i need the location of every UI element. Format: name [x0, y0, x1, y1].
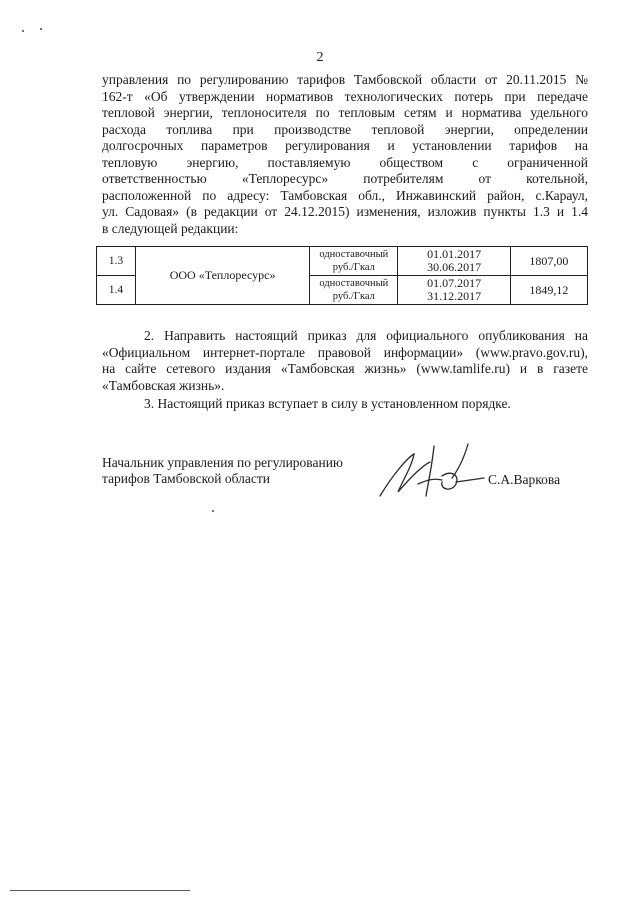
- tariff-unit: руб./Гкал: [332, 262, 375, 273]
- row-number: 1.3: [97, 247, 136, 276]
- tariff-type-cell: [310, 247, 398, 276]
- scan-speck: [212, 510, 214, 512]
- item-3-paragraph: [102, 396, 588, 413]
- intro-line: ответственностью «Теплоресурс» потребителям от котельной,: [102, 171, 588, 186]
- tariff-unit: руб./Гкал: [332, 291, 375, 302]
- intro-line: тепловой энергии, теплоносителя по тепловым сетям и норматива удельного: [102, 105, 588, 120]
- intro-line: ул. Садовая» (в редакции от 24.12.2015) изменения, изложив пункты 1.3 и 1.4: [102, 204, 588, 219]
- intro-line: долгосрочных параметров регулирования и установлении тарифов на: [102, 138, 588, 153]
- item-2-line: «Официальном интернет-портале правовой информации» (www.pravo.gov.ru),: [102, 344, 588, 360]
- intro-line: расхода топлива при производстве тепловой энергии, определении: [102, 121, 588, 137]
- period-from: 01.01.2017: [427, 247, 482, 261]
- item-3-line: 3. Настоящий приказ вступает в силу в установленном порядке.: [144, 396, 511, 411]
- tariff-value: 1849,12: [510, 276, 587, 305]
- item-2-line: на сайте сетевого издания «Тамбовская жизнь» (www.tamlife.ru) и в газете: [102, 361, 588, 376]
- item-2-line: «Тамбовская жизнь».: [102, 377, 225, 393]
- intro-line: в следующей редакции:: [102, 220, 239, 236]
- page-number: 2: [316, 50, 324, 65]
- tariff-type: одноставочный: [319, 278, 389, 289]
- period-from: 01.07.2017: [427, 276, 482, 290]
- period-cell: [398, 247, 510, 276]
- signer-name: С.А.Варкова: [488, 472, 561, 487]
- period-to: 30.06.2017: [427, 260, 482, 274]
- intro-line: расположенной по адресу: Тамбовская обл., Инжавинский район, с.Караул,: [102, 187, 588, 203]
- footer-divider: [10, 890, 190, 891]
- tariff-type-cell: [310, 276, 398, 305]
- signature-position: [102, 455, 343, 487]
- scan-speck: [40, 28, 42, 30]
- item-2-line: 2. Направить настоящий приказ для официального опубликования на: [144, 328, 588, 343]
- period-to: 31.12.2017: [427, 289, 482, 303]
- period-cell: [398, 276, 510, 305]
- scan-speck: [22, 30, 24, 32]
- tariff-value: 1807,00: [510, 247, 587, 276]
- position-line: тарифов Тамбовской области: [102, 471, 270, 486]
- tariff-type: одноставочный: [319, 249, 389, 260]
- item-2-paragraph: [102, 328, 588, 394]
- intro-paragraph: [102, 72, 588, 237]
- intro-line: 162-т «Об утверждении нормативов технологических потерь при передаче: [102, 88, 588, 104]
- row-number: 1.4: [97, 276, 136, 305]
- intro-line: управления по регулированию тарифов Тамбовской области от 20.11.2015 №: [102, 72, 588, 87]
- table-row: [97, 247, 588, 276]
- tariff-table: [96, 246, 588, 305]
- intro-line: тепловую энергию, поставляемую обществом с ограниченной: [102, 154, 588, 170]
- handwritten-signature: [372, 436, 492, 506]
- organization-cell: ООО «Теплоресурс»: [135, 247, 309, 305]
- position-line: Начальник управления по регулированию: [102, 455, 344, 470]
